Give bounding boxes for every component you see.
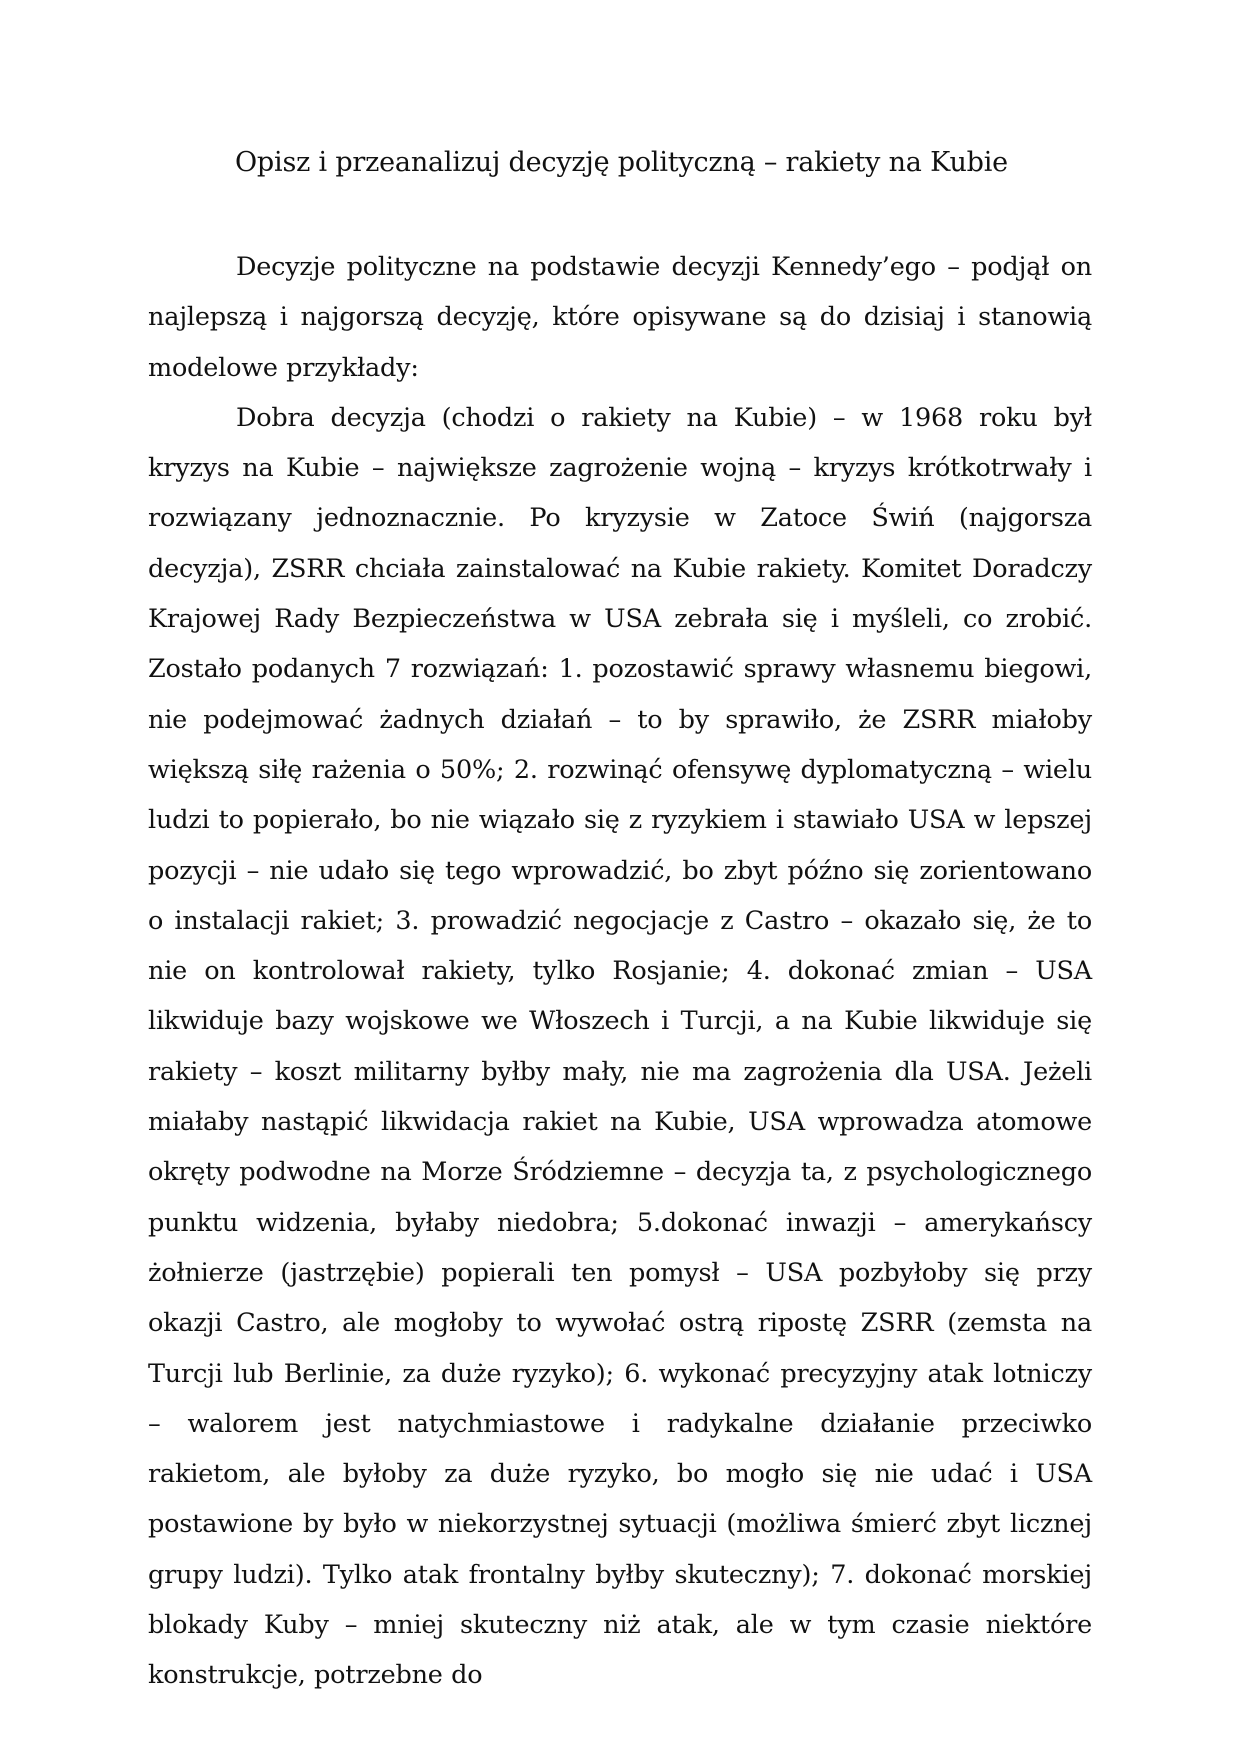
document-body <box>148 242 1092 1701</box>
paragraph-good-decision: Dobra decyzja (chodzi o rakiety na Kubie) – w 1968 roku był kryzys na Kubie – największe zagrożenie wojną – kryzys krótkotrwały i rozwiązany jednoznacznie. Po kryzysie w Zatoce Świń (najgorsza decyzja), ZSRR chciała zainstalować na Kubie rakiety. Komitet Doradczy Krajowej Rady Bezpieczeństwa w USA zebrała się i myśleli, co zrobić. Zostało podanych 7 rozwiązań: 1. pozostawić sprawy własnemu biegowi, nie podejmować żadnych działań – to by sprawiło, że ZSRR miałoby większą siłę rażenia o 50%; 2. rozwinąć ofensywę dyplomatyczną – wielu ludzi to popierało, bo nie wiązało się z ryzykiem i stawiało USA w lepszej pozycji – nie udało się tego wprowadzić, bo zbyt późno się zorientowano o instalacji rakiet; 3. prowadzić negocjacje z Castro – okazało się, że to nie on kontrolował rakiety, tylko Rosjanie; 4. dokonać zmian – USA likwiduje bazy wojskowe we Włoszech i Turcji, a na Kubie likwiduje się rakiety – koszt militarny byłby mały, nie ma zagrożenia dla USA. Jeżeli miałaby nastąpić likwidacja rakiet na Kubie, USA wprowadza atomowe okręty podwodne na Morze Śródziemne – decyzja ta, z psychologicznego punktu widzenia, byłaby niedobra; 5.dokonać inwazji – amerykańscy żołnierze (jastrzębie) popierali ten pomysł – USA pozbyłoby się przy okazji Castro, ale mogłoby to wywołać ostrą ripostę ZSRR (zemsta na Turcji lub Berlinie, za duże ryzyko); 6. wykonać precyzyjny atak lotniczy – walorem jest natychmiastowe i radykalne działanie przeciwko rakietom, ale byłoby za duże ryzyko, bo mogło się nie udać i USA postawione by było w niekorzystnej sytuacji (możliwa śmierć zbyt licznej grupy ludzi). Tylko atak frontalny byłby skuteczny); 7. dokonać morskiej blokady Kuby – mniej skuteczny niż atak, ale w tym czasie niektóre konstrukcje, potrzebne do <box>148 402 1092 1691</box>
paragraph-intro: Decyzje polityczne na podstawie decyzji Kennedy’ego – podjął on najlepszą i najgorszą decyzję, które opisywane są do dzisiaj i stanowią modelowe przykłady: <box>148 252 1092 383</box>
document-title: Opisz i przeanalizuj decyzję polityczną – rakiety na Kubie <box>235 147 1008 178</box>
